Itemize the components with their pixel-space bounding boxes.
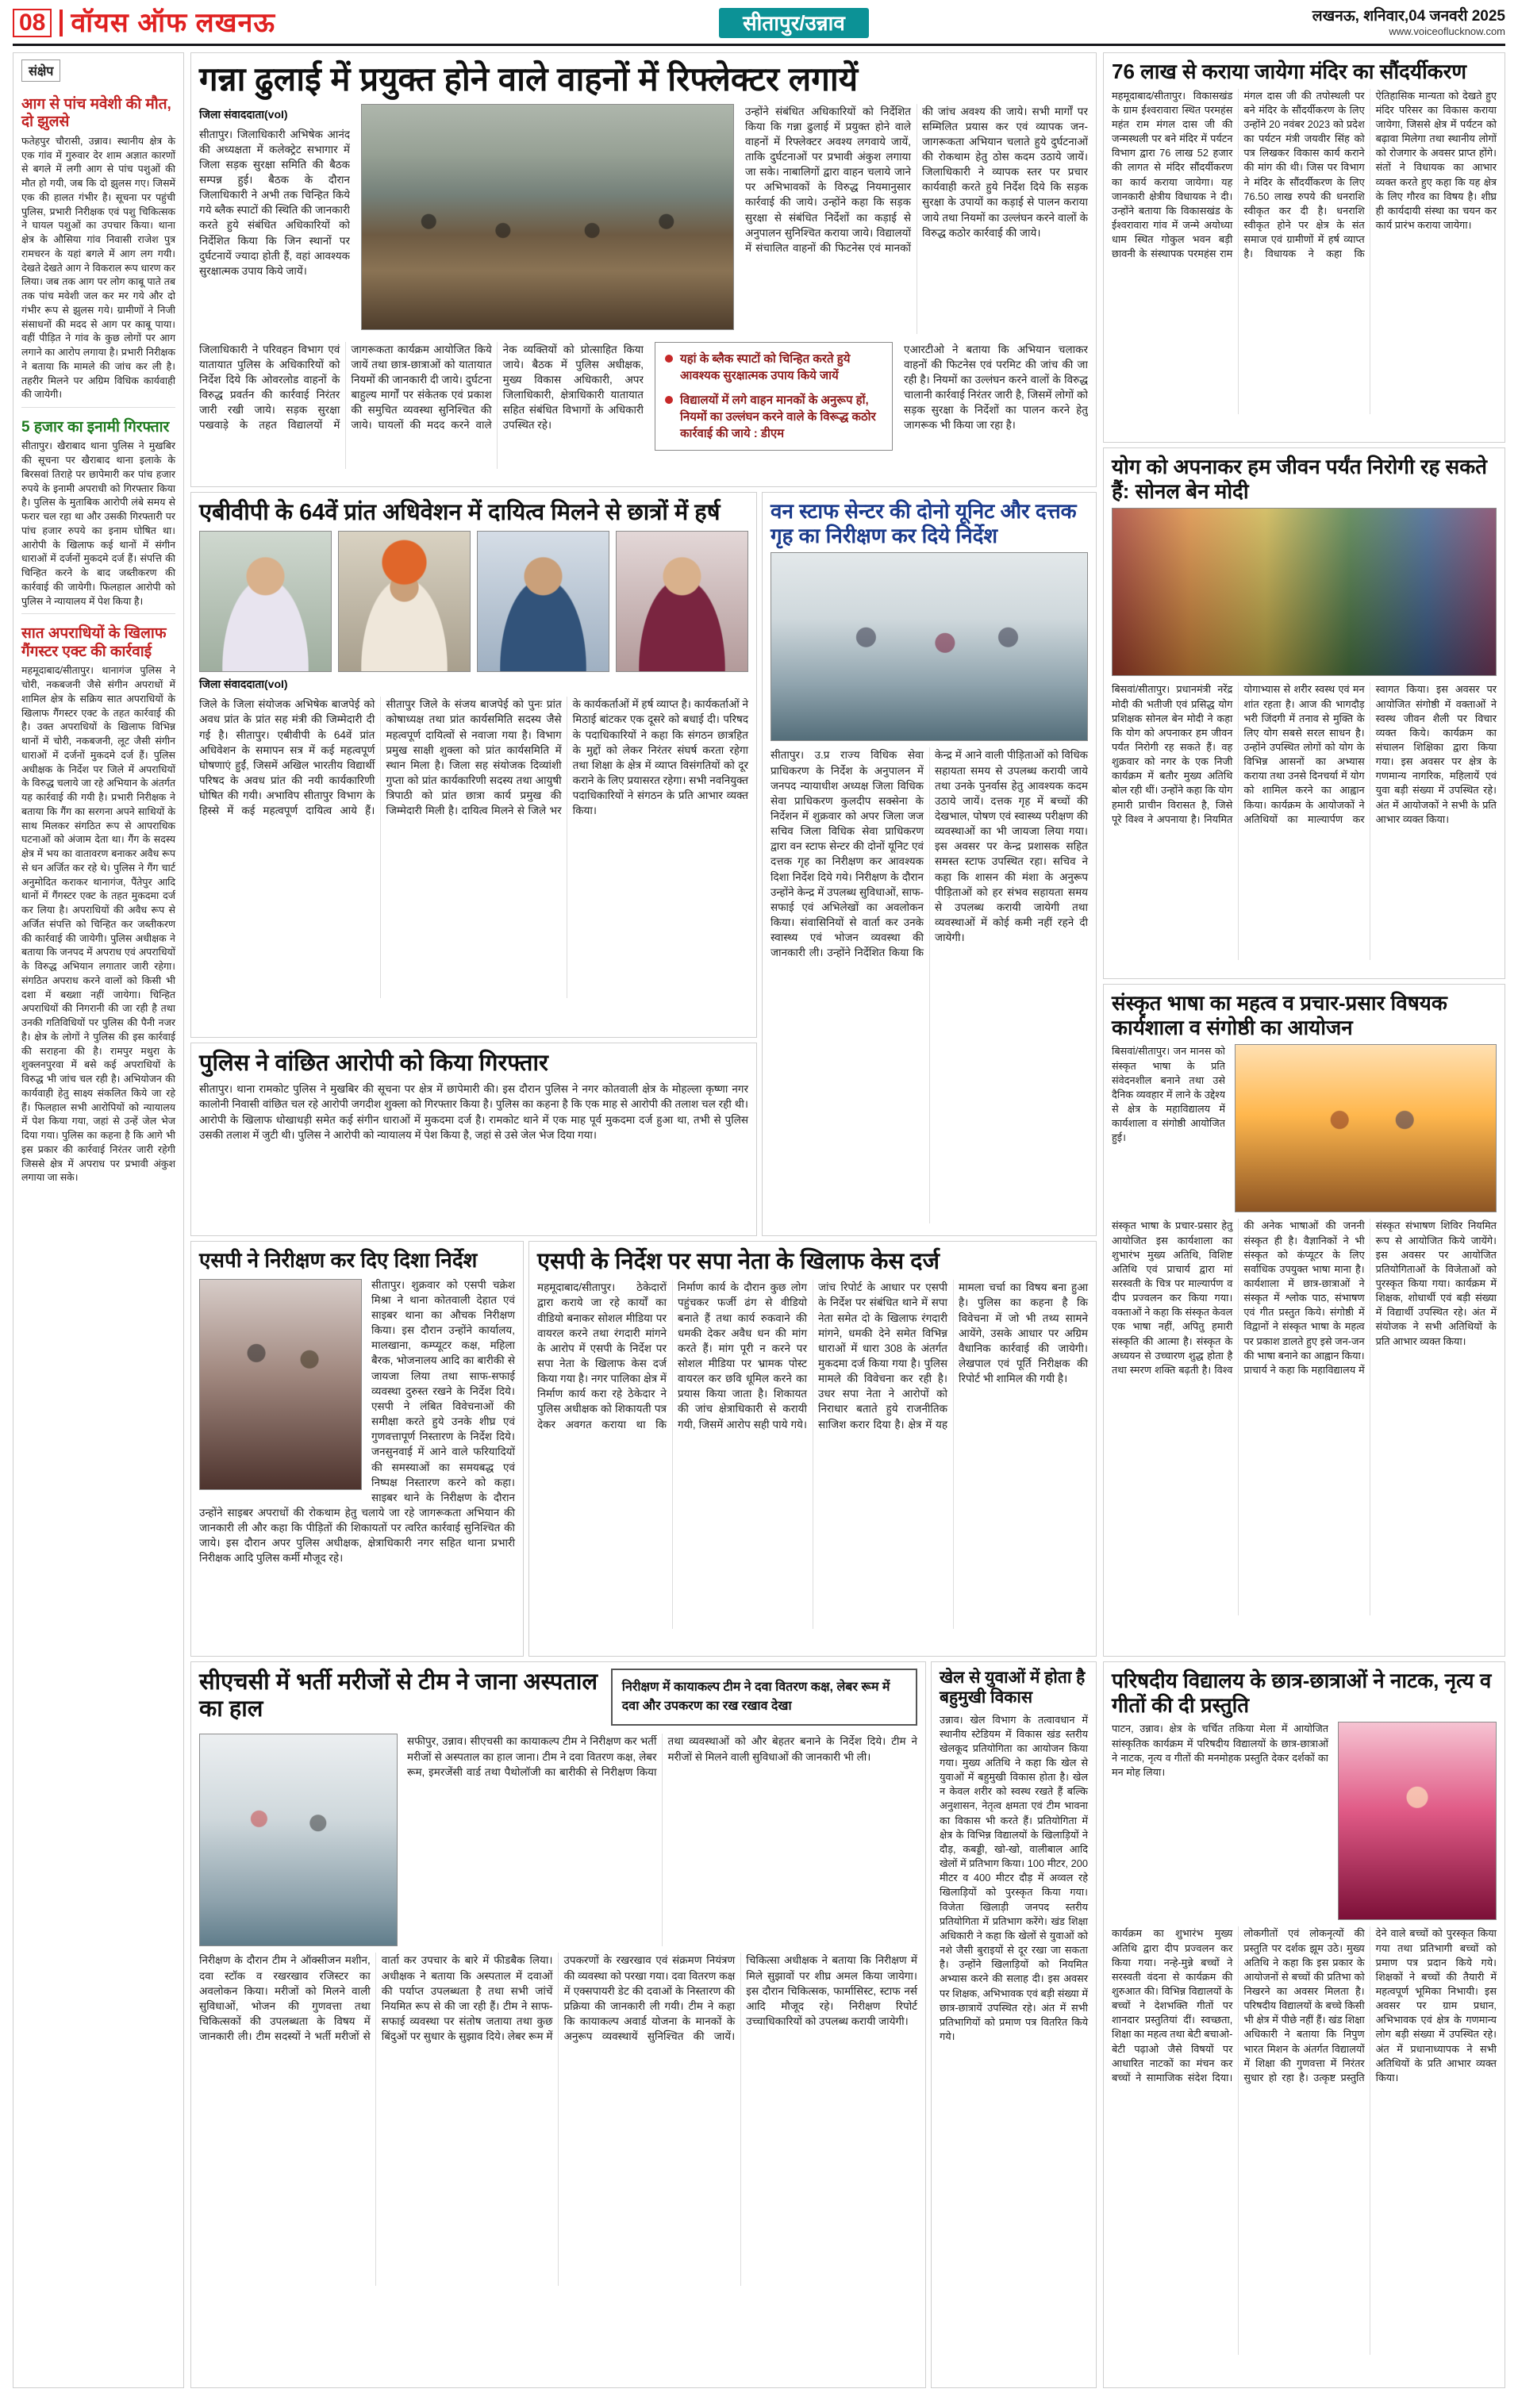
directive-item xyxy=(665,351,882,384)
abvp-photo-row xyxy=(199,531,748,672)
article-school-performance xyxy=(1103,1661,1505,2388)
directive-text: यहां के ब्लैक स्पाटों को चिन्हित करते हुये आवश्यक सुरक्षात्मक उपाय किये जायें xyxy=(680,351,851,382)
abvp-byline: जिला संवाददाता(voI) xyxy=(199,678,288,691)
masthead-right xyxy=(1312,7,1505,39)
lead-byline: जिला संवाददाता(voI) xyxy=(199,107,288,121)
paper-name: वॉयस ऑफ लखनऊ xyxy=(71,7,276,38)
article-sanskrit-workshop xyxy=(1103,984,1505,1657)
sanskrit-headline: संस्कृत भाषा का महत्व व प्रचार-प्रसार विषयक कार्यशाला व संगोष्ठी का आयोजन xyxy=(1112,991,1447,1039)
yoga-body: बिसवां/सीतापुर। प्रधानमंत्री नरेंद्र मोदी की भतीजी एवं प्रसिद्ध योग प्रशिक्षक सोनल बेन मोदी ने कहा कि योग को अपनाकर हम जीवन पर्यंत निरोगी रह सकते हैं। वह शुक्रवार को नगर के एक निजी कार्यक्रम में बतौर मुख्य अतिथि बोल रही थीं। उन्होंने कहा कि योग हमारी प्राचीन विरासत है, जिसे पूरे विश्व ने अपनाया है। नियमित योगाभ्यास से शरीर स्वस्थ एवं मन शांत रहता है। आज की भागदौड़ भरी जिंदगी में तनाव से मुक्ति के लिए योग सबसे सरल साधन है। उन्होंने उपस्थित लोगों को योग के विभिन्न आसनों का अभ्यास कराया तथा उनसे दिनचर्या में योग को शामिल करने का आह्वान किया। कार्यक्रम के आयोजकों ने अतिथियों का माल्यार्पण कर स्वागत किया। इस अवसर पर आयोजित संगोष्ठी में वक्ताओं ने स्वस्थ जीवन शैली पर विचार व्यक्त किये। कार्यक्रम का संचालन शिक्षिका द्वारा किया गया। इस अवसर पर क्षेत्र के गणमान्य नागरिक, महिलायें एवं युवा बड़ी संख्या में उपस्थित रहे। अंत में आयोजकों ने सभी के प्रति आभार व्यक्त किया। xyxy=(1112,683,1497,825)
brief-item-arrest xyxy=(21,407,175,609)
article-one-stop-centre xyxy=(762,492,1097,1236)
abvp-body: जिले के जिला संयोजक अभिषेक बाजपेई को अवध प्रांत के प्रांत सह मंत्री की जिम्मेदारी दी गई है। सीतापुर। एबीवीपी के 64वें प्रांत अधिवेशन के समापन सत्र में कई महत्वपूर्ण घोषणाएं हुईं, जिसमें अखिल भारतीय विद्यार्थी परिषद के अवध प्रांत की नयी कार्यकारिणी घोषित की गयी। अभाविप सीतापुर विभाग के हिस्से में कई महत्वपूर्ण दायित्व आये हैं। सीतापुर जिले के संजय बाजपेई को पुनः प्रांत कोषाध्यक्ष तथा प्रांत कार्यसमिति सदस्य जैसे महत्वपूर्ण दायित्वों से नवाजा गया है। विभाग प्रमुख साक्षी शुक्ला को प्रांत कार्यसमिति में स्थान मिला है। जिला सह संयोजक दिव्यांशी गुप्ता को प्रांत कार्यकारिणी सदस्य तथा आयुषी त्रिपाठी को प्रांत छात्रा कार्य प्रमुख की जिम्मेदारी मिली है। दायित्व मिलने से जिले भर के कार्यकर्ताओं में हर्ष व्याप्त है। कार्यकर्ताओं ने मिठाई बांटकर एक दूसरे को बधाई दी। परिषद के पदाधिकारियों ने कहा कि संगठन छात्रहित के मुद्दों को लेकर निरंतर संघर्ष करता रहेगा तथा शिक्षा के क्षेत्र में व्याप्त विसंगतियों को दूर कराने के लिए प्रयासरत रहेगा। सभी नवनियुक्त पदाधिकारियों ने संगठन के प्रति आभार व्यक्त किया। xyxy=(199,698,748,817)
school-body: कार्यक्रम का शुभारंभ मुख्य अतिथि द्वारा दीप प्रज्वलन कर किया गया। नन्हे-मुन्ने बच्चों ने सरस्वती वंदना से कार्यक्रम की शुरुआत की। विभिन्न विद्यालयों के बच्चों ने देशभक्ति गीतों पर शानदार प्रस्तुतियां दीं। स्वच्छता, शिक्षा का महत्व तथा बेटी बचाओ-बेटी पढ़ाओ जैसे विषयों पर आधारित नाटकों का मंचन कर बच्चों ने सामाजिक संदेश दिया। लोकगीतों एवं लोकनृत्यों की प्रस्तुति पर दर्शक झूम उठे। मुख्य अतिथि ने कहा कि इस प्रकार के आयोजनों से बच्चों की प्रतिभा को निखरने का अवसर मिलता है। परिषदीय विद्यालयों के बच्चे किसी भी क्षेत्र में पीछे नहीं हैं। खंड शिक्षा अधिकारी ने बताया कि निपुण भारत मिशन के अंतर्गत विद्यालयों में शिक्षा की गुणवत्ता में निरंतर सुधार हो रहा है। उत्कृष्ट प्रस्तुति देने वाले बच्चों को पुरस्कृत किया गया तथा प्रतिभागी बच्चों को प्रमाण पत्र प्रदान किये गये। शिक्षकों ने बच्चों की तैयारी में महत्वपूर्ण भूमिका निभायी। इस अवसर पर ग्राम प्रधान, अभिभावक एवं क्षेत्र के गणमान्य लोग बड़ी संख्या में उपस्थित रहे। अंत में प्रधानाध्यापक ने सभी अतिथियों के प्रति आभार व्यक्त किया। xyxy=(1112,1927,1497,2083)
article-abvp xyxy=(190,492,757,1038)
sports-body: उन्नाव। खेल विभाग के तत्वावधान में स्थानीय स्टेडियम में विकास खंड स्तरीय खेलकूद प्रतियोगिता का आयोजन किया गया। मुख्य अतिथि ने कहा कि खेल से युवाओं में बहुमुखी विकास होता है। खेल न केवल शरीर को स्वस्थ रखते हैं बल्कि अनुशासन, नेतृत्व क्षमता एवं टीम भावना का विकास भी करते हैं। प्रतियोगिता में क्षेत्र के विभिन्न विद्यालयों के खिलाड़ियों ने दौड़, कबड्डी, खो-खो, वालीबाल आदि खेलों में प्रतिभाग किया। 100 मीटर, 200 मीटर व 400 मीटर दौड़ में अव्वल रहे खिलाड़ियों को पुरस्कृत किया गया। विजेता खिलाड़ी जनपद स्तरीय प्रतियोगिता में प्रतिभाग करेंगे। खंड शिक्षा अधिकारी ने कहा कि खेलों से युवाओं को नशे जैसी बुराइयों से दूर रखा जा सकता है। उन्होंने खिलाड़ियों को नियमित अभ्यास करने की सलाह दी। इस अवसर पर शिक्षक, अभिभावक एवं बड़ी संख्या में छात्र-छात्रायें उपस्थित रहे। अंत में सभी प्रतिभागियों को प्रमाण पत्र वितरित किये गये। xyxy=(940,1713,1088,2042)
page-number: 08 xyxy=(13,9,52,37)
briefs-column xyxy=(13,52,184,2388)
article-chc-inspection xyxy=(190,1661,926,2388)
lead-top-row xyxy=(199,104,1088,334)
sanskrit-photo-row xyxy=(1112,1044,1497,1212)
directive-item xyxy=(665,392,882,442)
sp-inspection-body: सीतापुर। शुक्रवार को एसपी चक्रेश मिश्रा ने थाना कोतवाली देहात एवं साइबर थाना का औचक निरीक्षण किया। इस दौरान उन्होंने कार्यालय, मालखाना, कम्प्यूटर कक्ष, महिला बैरक, भोजनालय आदि का बारीकी से जायजा लिया तथा साफ-सफाई व्यवस्था दुरुस्त रखने के निर्देश दिये। एसपी ने लंबित विवेचनाओं की समीक्षा करते हुये उनके शीघ्र एवं गुणवत्तापूर्ण निस्तारण के निर्देश दिये। जनसुनवाई में आने वाले फरियादियों की समस्याओं का समयबद्ध एवं निष्पक्ष निस्तारण करने को कहा। साइबर थाने के निरीक्षण के दौरान उन्होंने साइबर अपराधों की रोकथाम हेतु चलाये जा रहे जागरूकता अभियान की जानकारी ली और कहा कि पीड़ितों की शिकायतों पर त्वरित कार्रवाई सुनिश्चित की जाये। इस दौरान अपर पुलिस अधीक्षक, क्षेत्राधिकारी नगर सहित थाना प्रभारी निरीक्षक आदि पुलिस कर्मी मौजूद रहे। xyxy=(199,1278,515,1565)
briefs-header: संक्षेप xyxy=(21,60,60,82)
lead-bottom-row xyxy=(199,342,1088,469)
sp-inspection-photo xyxy=(199,1279,362,1490)
brief-item-fire xyxy=(21,85,175,402)
chc-intro: सफीपुर, उन्नाव। सीएचसी का कायाकल्प टीम ने निरीक्षण कर भर्ती मरीजों से अस्पताल का हाल जाना। टीम ने दवा वितरण कक्ष, लेबर रूम, इमरजेंसी वार्ड तथा पैथोलॉजी का बारीकी से निरीक्षण किया तथा व्यवस्थाओं को और बेहतर बनाने के निर्देश दिये। टीम ने मरीजों से मिलने वाली सुविधाओं की जानकारी भी ली। xyxy=(407,1735,917,1778)
portrait-photo-3 xyxy=(477,531,609,672)
brief-item-gangster xyxy=(21,613,175,1185)
dm-directives-box xyxy=(655,342,893,451)
wanted-headline: पुलिस ने वांछित आरोपी को किया गिरफ्तार xyxy=(199,1050,548,1076)
sanskrit-workshop-photo xyxy=(1235,1044,1497,1212)
website-url[interactable]: www.voiceoflucknow.com xyxy=(1389,25,1505,38)
sp-case-body: महमूदाबाद/सीतापुर। ठेकेदारों द्वारा कराये जा रहे कार्यों का वीडियो बनाकर सोशल मीडिया पर वायरल करने तथा रंगदारी मांगने के आरोप में एसपी के निर्देश पर सपा नेता के खिलाफ केस दर्ज किया गया है। नगर पालिका क्षेत्र में निर्माण कार्य करा रहे ठेकेदार ने पुलिस अधीक्षक को शिकायती पत्र देकर अवगत कराया था कि निर्माण कार्य के दौरान कुछ लोग पहुंचकर फर्जी ढंग से वीडियो बनाते हैं तथा कार्य रुकवाने की धमकी देकर अवैध धन की मांग करते हैं। मांग पूरी न करने पर सोशल मीडिया पर भ्रामक पोस्ट वायरल कर छवि धूमिल करने का प्रयास किया जाता है। शिकायत की जांच क्षेत्राधिकारी से करायी गयी, जिसमें आरोप सही पाये गये। जांच रिपोर्ट के आधार पर एसपी के निर्देश पर संबंधित थाने में सपा नेता समेत दो के खिलाफ रंगदारी मांगने, धमकी देने समेत विभिन्न धाराओं में धारा 308 के अंतर्गत मुकदमा दर्ज किया गया है। पुलिस मामले की विवेचना कर रही है। उधर सपा नेता ने आरोपों को निराधार बताते हुये राजनीतिक साजिश करार दिया है। क्षेत्र में यह मामला चर्चा का विषय बना हुआ है। पुलिस का कहना है कि विवेचना में जो भी तथ्य सामने आयेंगे, उसके आधार पर अग्रिम वैधानिक कार्रवाई की जायेगी। लेखपाल एवं पूर्ति निरीक्षक की रिपोर्ट भी शामिल की गयी है। xyxy=(537,1281,1088,1431)
yoga-headline: योग को अपनाकर हम जीवन पर्यंत निरोगी रह सकते हैं: सोनल बेन मोदी xyxy=(1112,455,1487,503)
article-sports-development xyxy=(931,1661,1097,2388)
chc-header-row xyxy=(199,1669,917,1727)
section-banner: सीतापुर/उन्नाव xyxy=(719,8,869,38)
masthead-left xyxy=(13,9,275,37)
lead-body-right: उन्होंने संबंधित अधिकारियों को निर्देशित किया कि गन्ना ढुलाई में प्रयुक्त होने वाले वाहनों में रिफ्लेक्टर अवश्य लगवाये जायें, ताकि दुर्घटनाओं पर प्रभावी अंकुश लगाया जा सके। नाबालिगों द्वारा वाहन चलाये जाने पर अभिभावकों के विरुद्ध नियमानुसार कार्रवाई की जाये। उन्होंने कहा कि सड़क सुरक्षा से संबंधित निर्देशों का कड़ाई से अनुपालन सुनिश्चित कराया जाये। विद्यालयों में संचालित वाहनों की फिटनेस एवं मानकों की जांच अवश्य की जाये। सभी मार्गों पर सम्मिलित प्रयास कर एवं व्यापक जन-जागरूकता अभियान चलाते हुये दुर्घटनाओं की रोकथाम हेतु ठोस कदम उठाये जायें। जिलाधिकारी ने व्यापक स्तर पर प्रचार कार्यवाही करते हुये निर्देश दिये कि सड़क सुरक्षा के उपायों का कड़ाई से पालन कराया जाये तथा नियमों का उल्लंघन करने वालों के विरुद्ध कठोर कार्रवाई की जाये। xyxy=(745,105,1088,254)
lead-body-left: सीतापुर। जिलाधिकारी अभिषेक आनंद की अध्यक्षता में कलेक्ट्रेट सभागार में जिला सड़क सुरक्षा समिति की बैठक सम्पन्न हुई। बैठक के दौरान जिलाधिकारी ने अभी तक चिन्हित किये गये ब्लैक स्पाटों की स्थिति की जानकारी करते हुये संबंधित अधिकारियों को निर्देशित किया कि जिन स्थानों पर दुर्घटनायें ज्यादा होती हैं, वहां आवश्यक सुरक्षात्मक उपाय किये जायें। xyxy=(199,128,350,277)
article-sp-inspection xyxy=(190,1241,524,1657)
one-stop-headline: वन स्टाफ सेन्टर की दोनो यूनिट और दत्तक गृह का निरीक्षण कर दिये निर्देश xyxy=(771,499,1077,547)
masthead-divider-bar xyxy=(60,10,63,36)
temple-body: महमूदाबाद/सीतापुर। विकासखंड के ग्राम ईश्वरावारा स्थित परमहंस महंत राम मंगल दास जी की जन्मस्थली पर बने मंदिर में पर्यटन विभाग द्वारा 76 लाख 52 हजार की लागत से मंदिर सौंदर्यीकरण का कार्य कराया जायेगा। यह जानकारी क्षेत्रीय विधायक ने दी। उन्होंने बताया कि विकासखंड के ईश्वरावारा गांव में जन्मे अयोध्या धाम स्थित गोकुल भवन बड़ी छावनी के संस्थापक परमहंस राम मंगल दास जी की तपोस्थली पर बने मंदिर के सौंदर्यीकरण के लिए उन्होंने 20 नवंबर 2023 को प्रदेश का पर्यटन मंत्री जयवीर सिंह को पत्र लिखकर विकास कार्य कराने की मांग की थी। जिस पर विभाग ने मंदिर के सौंदर्यीकरण के लिए 76.50 लाख रुपये की धनराशि स्वीकृत कर दी है। धनराशि स्वीकृत होने पर क्षेत्र के संत समाज एवं ग्रामीणों में हर्ष व्याप्त है। विधायक ने कहा कि ऐतिहासिक मान्यता को देखते हुए मंदिर परिसर का विकास कराया जायेगा, जिससे क्षेत्र में पर्यटन को बढ़ावा मिलेगा तथा स्थानीय लोगों को रोजगार के अवसर प्राप्त होंगे। संतों ने विधायक का आभार व्यक्त करते हुए कहा कि यह क्षेत्र के लिए गौरव का विषय है। शीघ्र ही कार्यदायी संस्था का चयन कर कार्य प्रारंभ कराया जायेगा। xyxy=(1112,89,1497,260)
lead-headline: गन्ना ढुलाई में प्रयुक्त होने वाले वाहनों में रिफ्लेक्टर लगायें xyxy=(199,60,859,98)
temple-headline: 76 लाख से कराया जायेगा मंदिर का सौंदर्यीकरण xyxy=(1112,60,1467,83)
chc-photo-row xyxy=(199,1734,917,1946)
abvp-headline: एबीवीपी के 64वें प्रांत अधिवेशन में दायित्व मिलने से छात्रों में हर्ष xyxy=(199,500,721,525)
portrait-photo-1 xyxy=(199,531,332,672)
brief-headline: सात अपराधियों के खिलाफ गैंगस्टर एक्ट की कार्रवाई xyxy=(21,625,167,660)
sp-inspection-headline: एसपी ने निरीक्षण कर दिए दिशा निर्देश xyxy=(199,1248,478,1272)
brief-body: फतेहपुर चौरासी, उन्नाव। स्थानीय क्षेत्र के एक गांव में गुरुवार देर शाम अज्ञात कारणों से बगले में लगी आग से पांच पशुओं की मौत हो गयी, जब कि दो झुलस गए। जिसमें एक की हालत गंभीर है। सूचना पर पहुंची पुलिस, प्रभारी निरीक्षक एवं पशु चिकित्सक ने घायल पशुओं का उपचार किया। थाना क्षेत्र के औसिया गांव निवासी राजेश पुत्र रामचरन के यहां बगले में आग लग गयी। देखते देखते आग ने विकराल रूप धारण कर लिया। जब तक आग पर लोग काबू पाते तब तक पांच मवेशी जल कर मर गये और दो गंभीर रूप से झुलस गये। ग्रामीणों ने निजी संसाधनों की मदद से आग पर काबू पाया। वहीं पीड़ित ने गांव के कुछ लोगों पर आग लगाने का आरोप लगाया है। प्रभारी निरीक्षक ने बताया कि मामले की जांच कर ली है। तहरीर मिलने पर अग्रिम विधिक कार्यवाही की जायेगी। xyxy=(21,135,175,401)
school-intro: पाटन, उन्नाव। क्षेत्र के चर्चित तकिया मेला में आयोजित सांस्कृतिक कार्यक्रम में परिषदीय विद्यालयों के छात्र-छात्राओं ने नाटक, नृत्य व गीतों की मनमोहक प्रस्तुति देकर दर्शकों का मन मोह लिया। xyxy=(1112,1722,1328,1778)
school-headline: परिषदीय विद्यालय के छात्र-छात्राओं ने नाटक, नृत्य व गीतों की दी प्रस्तुति xyxy=(1112,1669,1492,1717)
wanted-body: सीतापुर। थाना रामकोट पुलिस ने मुखबिर की सूचना पर क्षेत्र में छापेमारी की। इस दौरान पुलिस ने नगर कोतवाली क्षेत्र के मोहल्ला कृष्णा नगर कालोनी निवासी वांछित चल रहे आरोपी जगदीश शुक्ला को गिरफ्तार किया है। पुलिस का कहना है कि एक माह से आरोपी की तलाश चल रही थी। आरोपी के खिलाफ धोखाधड़ी समेत कई संगीन धाराओं में मुकदमा दर्ज है। रामकोट थाने में एक माह पूर्व मुकदमा दर्ज हुआ था, तभी से पुलिस उसकी तलाश में जुटी थी। पुलिस ने आरोपी को न्यायालय में पेश किया है, जहां से उसे जेल भेज दिया गया। xyxy=(199,1083,748,1141)
inspection-photo xyxy=(771,552,1088,741)
brief-body: सीतापुर। खैराबाद थाना पुलिस ने मुखबिर की सूचना पर खैराबाद थाना इलाके के बिरसवां तिराहे पर छापेमारी कर पांच हजार रुपये के इनामी अपराधी को गिरफ्तार किया है। पुलिस के मुताबिक आरोपी लंबे समय से फरार चल रहा था और उसकी गिरफ्तारी पर पांच हजार रुपये का इनाम घोषित था। आरोपी के खिलाफ कई थानों में संगीन धाराओं में दर्जनों मुकदमे दर्ज हैं। संपत्ति की चिन्हित करने के बाद जब्तीकरण की कार्रवाई की जायेगी। फिलहाल आरोपी को पुलिस ने न्यायालय में पेश किया है। xyxy=(21,440,175,607)
hospital-photo xyxy=(199,1734,398,1946)
meeting-photo xyxy=(361,104,734,330)
chc-headline: सीएचसी में भर्ती मरीजों से टीम ने जाना अस्पताल का हाल xyxy=(199,1669,598,1722)
brief-body: महमूदाबाद/सीतापुर। थानागंज पुलिस ने चोरी, नकबजनी जैसे संगीन अपराधों में शामिल क्षेत्र के सक्रिय सात अपराधियों के खिलाफ गैंगस्टर एक्ट के तहत कार्रवाई की है। उक्त अपराधियों के खिलाफ विभिन्न थानों में चोरी, नकबजनी, लूट जैसी संगीन धाराओं में दर्जनों मुकदमे दर्ज हैं। पुलिस अधीक्षक के निर्देश पर जिले में अपराधियों के विरुद्ध चलाये जा रहे अभियान के अंतर्गत यह कार्रवाई की गयी है। प्रभारी निरीक्षक ने बताया कि गैंग का सरगना अपने साथियों के साथ मिलकर संगठित रूप से आपराधिक घटनाओं को अंजाम देता था। गैंग के सदस्य क्षेत्र में भय का वातावरण बनाकर अवैध रूप से धन अर्जित कर रहे थे। पुलिस ने गैंग चार्ट अनुमोदित कराकर थानागंज, पैंतेपुर आदि थानों में गैंगस्टर एक्ट के तहत मुकदमा दर्ज कर लिया है। अपराधियों की अवैध रूप से अर्जित संपत्ति को चिन्हित कर जब्तीकरण की कार्रवाई की जायेगी। पुलिस अधीक्षक ने बताया कि जनपद में अपराध एवं अपराधियों के विरुद्ध अभियान लगातार जारी रहेगा। संगठित अपराध करने वालों को किसी भी दशा में बख्शा नहीं जायेगा। चिन्हित अपराधियों की निगरानी की जा रही है तथा उनकी गतिविधियों पर पुलिस की पैनी नजर है। क्षेत्र के लोगों ने पुलिस की इस कार्रवाई की सराहना की है। रामपुर मथुरा के शुक्लनपुरवा में बसे कई अपराधियों के विरुद्ध भी जांच चल रही है। अभियोजन की कार्यवाही हेतु साक्ष्य संकलित किये जा रहे हैं। फिलहाल सभी आरोपियों को न्यायालय में पेश किया गया, जहां से उन्हें जेल भेज दिया गया। पुलिस का कहना है कि आगे भी इस प्रकार की कार्रवाई निरंतर जारी रहेगी जिससे क्षेत्र में अपराध पर प्रभावी अंकुश लगाया जा सके। xyxy=(21,665,175,1184)
lead-left-column xyxy=(199,104,350,316)
portrait-photo-4 xyxy=(616,531,748,672)
article-reflector-lead xyxy=(190,52,1097,487)
bullet-icon xyxy=(665,396,673,404)
lead-body-bottom: जिलाधिकारी ने परिवहन विभाग एवं यातायात पुलिस के अधिकारियों को निर्देश दिये कि ओवरलोड वाहनों के विरुद्ध प्रवर्तन की कार्रवाई निरंतर जारी रखी जाये। सड़क सुरक्षा पखवाड़े के तहत विद्यालयों में जागरूकता कार्यक्रम आयोजित किये जायें तथा छात्र-छात्राओं को यातायात नियमों की जानकारी दी जाये। दुर्घटना बाहुल्य मार्गों पर संकेतक एवं प्रकाश की समुचित व्यवस्था सुनिश्चित की जाये। घायलों की मदद करने वाले नेक व्यक्तियों को प्रोत्साहित किया जाये। बैठक में पुलिस अधीक्षक, मुख्य विकास अधिकारी, अपर जिलाधिकारी, क्षेत्राधिकारी यातायात सहित संबंधित विभागों के अधिकारी उपस्थित रहे। xyxy=(199,343,644,432)
masthead xyxy=(13,5,1505,46)
article-sp-case xyxy=(528,1241,1097,1657)
one-stop-body: सीतापुर। उ.प्र राज्य विधिक सेवा प्राधिकरण के निर्देश के अनुपालन में जनपद न्यायाधीश अध्यक्ष जिला विधिक सेवा प्राधिकरण कुलदीप सक्सेना के निर्देशन में शुक्रवार को अपर जिला जज सचिव जिला विधिक सेवा प्राधिकरण द्वारा वन स्टाफ सेन्टर की दोनों यूनिट एवं दत्तक गृह का निरीक्षण कर आवश्यक दिशा निर्देश दिये गये। निरीक्षण के दौरान उन्होंने केन्द्र में उपलब्ध सुविधाओं, साफ-सफाई एवं अभिलेखों का अवलोकन किया। संवासिनियों से वार्ता कर उनके स्वास्थ्य एवं भोजन व्यवस्था की जानकारी ली। उन्होंने निर्देशित किया कि केन्द्र में आने वाली पीड़िताओं को विधिक सहायता समय से उपलब्ध करायी जाये तथा उनके पुनर्वास हेतु आवश्यक कदम उठाये जायें। दत्तक गृह में बच्चों की देखभाल, पोषण एवं स्वास्थ्य परीक्षण की व्यवस्थाओं का भी जायजा लिया गया। इस अवसर पर केन्द्र प्रशासक सहित समस्त स्टाफ उपस्थित रहा। सचिव ने कहा कि शासन की मंशा के अनुरूप पीड़िताओं को हर संभव सहायता समय से उपलब्ध करायी जायेगी तथा व्यवस्थाओं में कोई कमी नहीं रहने दी जायेगी। xyxy=(771,749,1088,959)
sanskrit-intro: बिसवां/सीतापुर। जन मानस को संस्कृत भाषा के प्रति संवेदनशील बनाने तथा उसे दैनिक व्यवहार में लाने के उद्देश्य से क्षेत्र के महाविद्यालय में कार्यशाला व संगोष्ठी आयोजित हुई। xyxy=(1112,1045,1225,1144)
yoga-group-photo xyxy=(1112,508,1497,676)
drama-performance-photo xyxy=(1338,1722,1497,1920)
chc-body: निरीक्षण के दौरान टीम ने ऑक्सीजन मशीन, दवा स्टॉक व रखरखाव रजिस्टर का अवलोकन किया। मरीजों को मिलने वाली सुविधाओं, भोजन की गुणवत्ता तथा चिकित्सकों की उपलब्धता के विषय में जानकारी ली। टीम सदस्यों ने भर्ती मरीजों से वार्ता कर उपचार के बारे में फीडबैक लिया। अधीक्षक ने बताया कि अस्पताल में दवाओं की पर्याप्त उपलब्धता है तथा सभी जांचें नियमित रूप से की जा रही हैं। टीम ने साफ-सफाई व्यवस्था पर संतोष जताया तथा कुछ बिंदुओं पर सुधार के सुझाव दिये। लेबर रूम में उपकरणों के रखरखाव एवं संक्रमण नियंत्रण की व्यवस्था को परखा गया। दवा वितरण कक्ष में एक्सपायरी डेट की दवाओं के निस्तारण की प्रक्रिया की जानकारी ली गयी। टीम ने कहा कि कायाकल्प अवार्ड योजना के मानकों के अनुरूप व्यवस्थायें सुनिश्चित की जायें। चिकित्सा अधीक्षक ने बताया कि निरीक्षण में मिले सुझावों पर शीघ्र अमल किया जायेगा। इस दौरान चिकित्सक, फार्मासिस्ट, स्टाफ नर्स आदि मौजूद रहे। निरीक्षण रिपोर्ट उच्चाधिकारियों को उपलब्ध करायी जायेगी। xyxy=(199,1954,917,2043)
sp-case-headline: एसपी के निर्देश पर सपा नेता के खिलाफ केस दर्ज xyxy=(537,1249,940,1274)
article-wanted-arrest xyxy=(190,1043,757,1236)
article-temple-beautification xyxy=(1103,52,1505,443)
chc-note-box: निरीक्षण में कायाकल्प टीम ने दवा वितरण कक्ष, लेबर रूम में दवा और उपकरण का रख रखाव देखा xyxy=(611,1669,917,1726)
sports-headline: खेल से युवाओं में होता है बहुमुखी विकास xyxy=(940,1669,1086,1707)
sp-inspection-content xyxy=(199,1277,515,1566)
dateline: लखनऊ, शनिवार,04 जनवरी 2025 xyxy=(1312,7,1505,25)
directive-text: विद्यालयों में लगे वाहन मानकों के अनुरूप हों, नियमों का उल्लंघन करने वाले के विरूद्ध कठोर कार्रवाई की जाये : डीएम xyxy=(680,393,876,440)
portrait-photo-2 xyxy=(338,531,471,672)
article-yoga-sonal-modi xyxy=(1103,447,1505,979)
school-photo-row xyxy=(1112,1722,1497,1920)
brief-headline: आग से पांच मवेशी की मौत, दो झुलसे xyxy=(21,96,171,131)
sanskrit-body: संस्कृत भाषा के प्रचार-प्रसार हेतु आयोजित इस कार्यशाला का शुभारंभ मुख्य अतिथि, विशिष्ट अतिथि एवं प्राचार्य द्वारा मां सरस्वती के चित्र पर माल्यार्पण व दीप प्रज्वलन कर किया गया। वक्ताओं ने कहा कि संस्कृत केवल एक भाषा नहीं, अपितु हमारी संस्कृति की आत्मा है। संस्कृत के अध्ययन से उच्चारण शुद्ध होता है तथा स्मरण शक्ति बढ़ती है। विश्व की अनेक भाषाओं की जननी संस्कृत ही है। वैज्ञानिकों ने भी संस्कृत को कंप्यूटर के लिए सर्वाधिक उपयुक्त भाषा माना है। कार्यशाला में छात्र-छात्राओं ने संस्कृत में श्लोक पाठ, संभाषण एवं गीत प्रस्तुत किये। संगोष्ठी में विद्वानों ने संस्कृत भाषा के महत्व पर प्रकाश डालते हुए इसे जन-जन की भाषा बनाने का आह्वान किया। प्राचार्य ने कहा कि महाविद्यालय में संस्कृत संभाषण शिविर नियमित रूप से आयोजित किये जायेंगे। इस अवसर पर आयोजित प्रतियोगिताओं के विजेताओं को पुरस्कृत किया गया। कार्यक्रम में शिक्षक, शोधार्थी एवं बड़ी संख्या में विद्यार्थी उपस्थित रहे। अंत में संयोजक ने सभी अतिथियों के प्रति आभार व्यक्त किया। xyxy=(1112,1219,1497,1376)
bullet-icon xyxy=(665,355,673,363)
brief-headline: 5 हजार का इनामी गिरफ्तार xyxy=(21,419,170,436)
lead-body-bottom-right: एआरटीओ ने बताया कि अभियान चलाकर वाहनों की फिटनेस एवं परमिट की जांच की जा रही है। नियमों का उल्लंघन करने वालों के विरुद्ध चालानी कार्रवाई निरंतर जारी है, जिसमें लोगों को सड़क सुरक्षा के निर्देशों का पालन करने हेतु जागरूक भी किया जा रहा है। xyxy=(904,343,1088,432)
